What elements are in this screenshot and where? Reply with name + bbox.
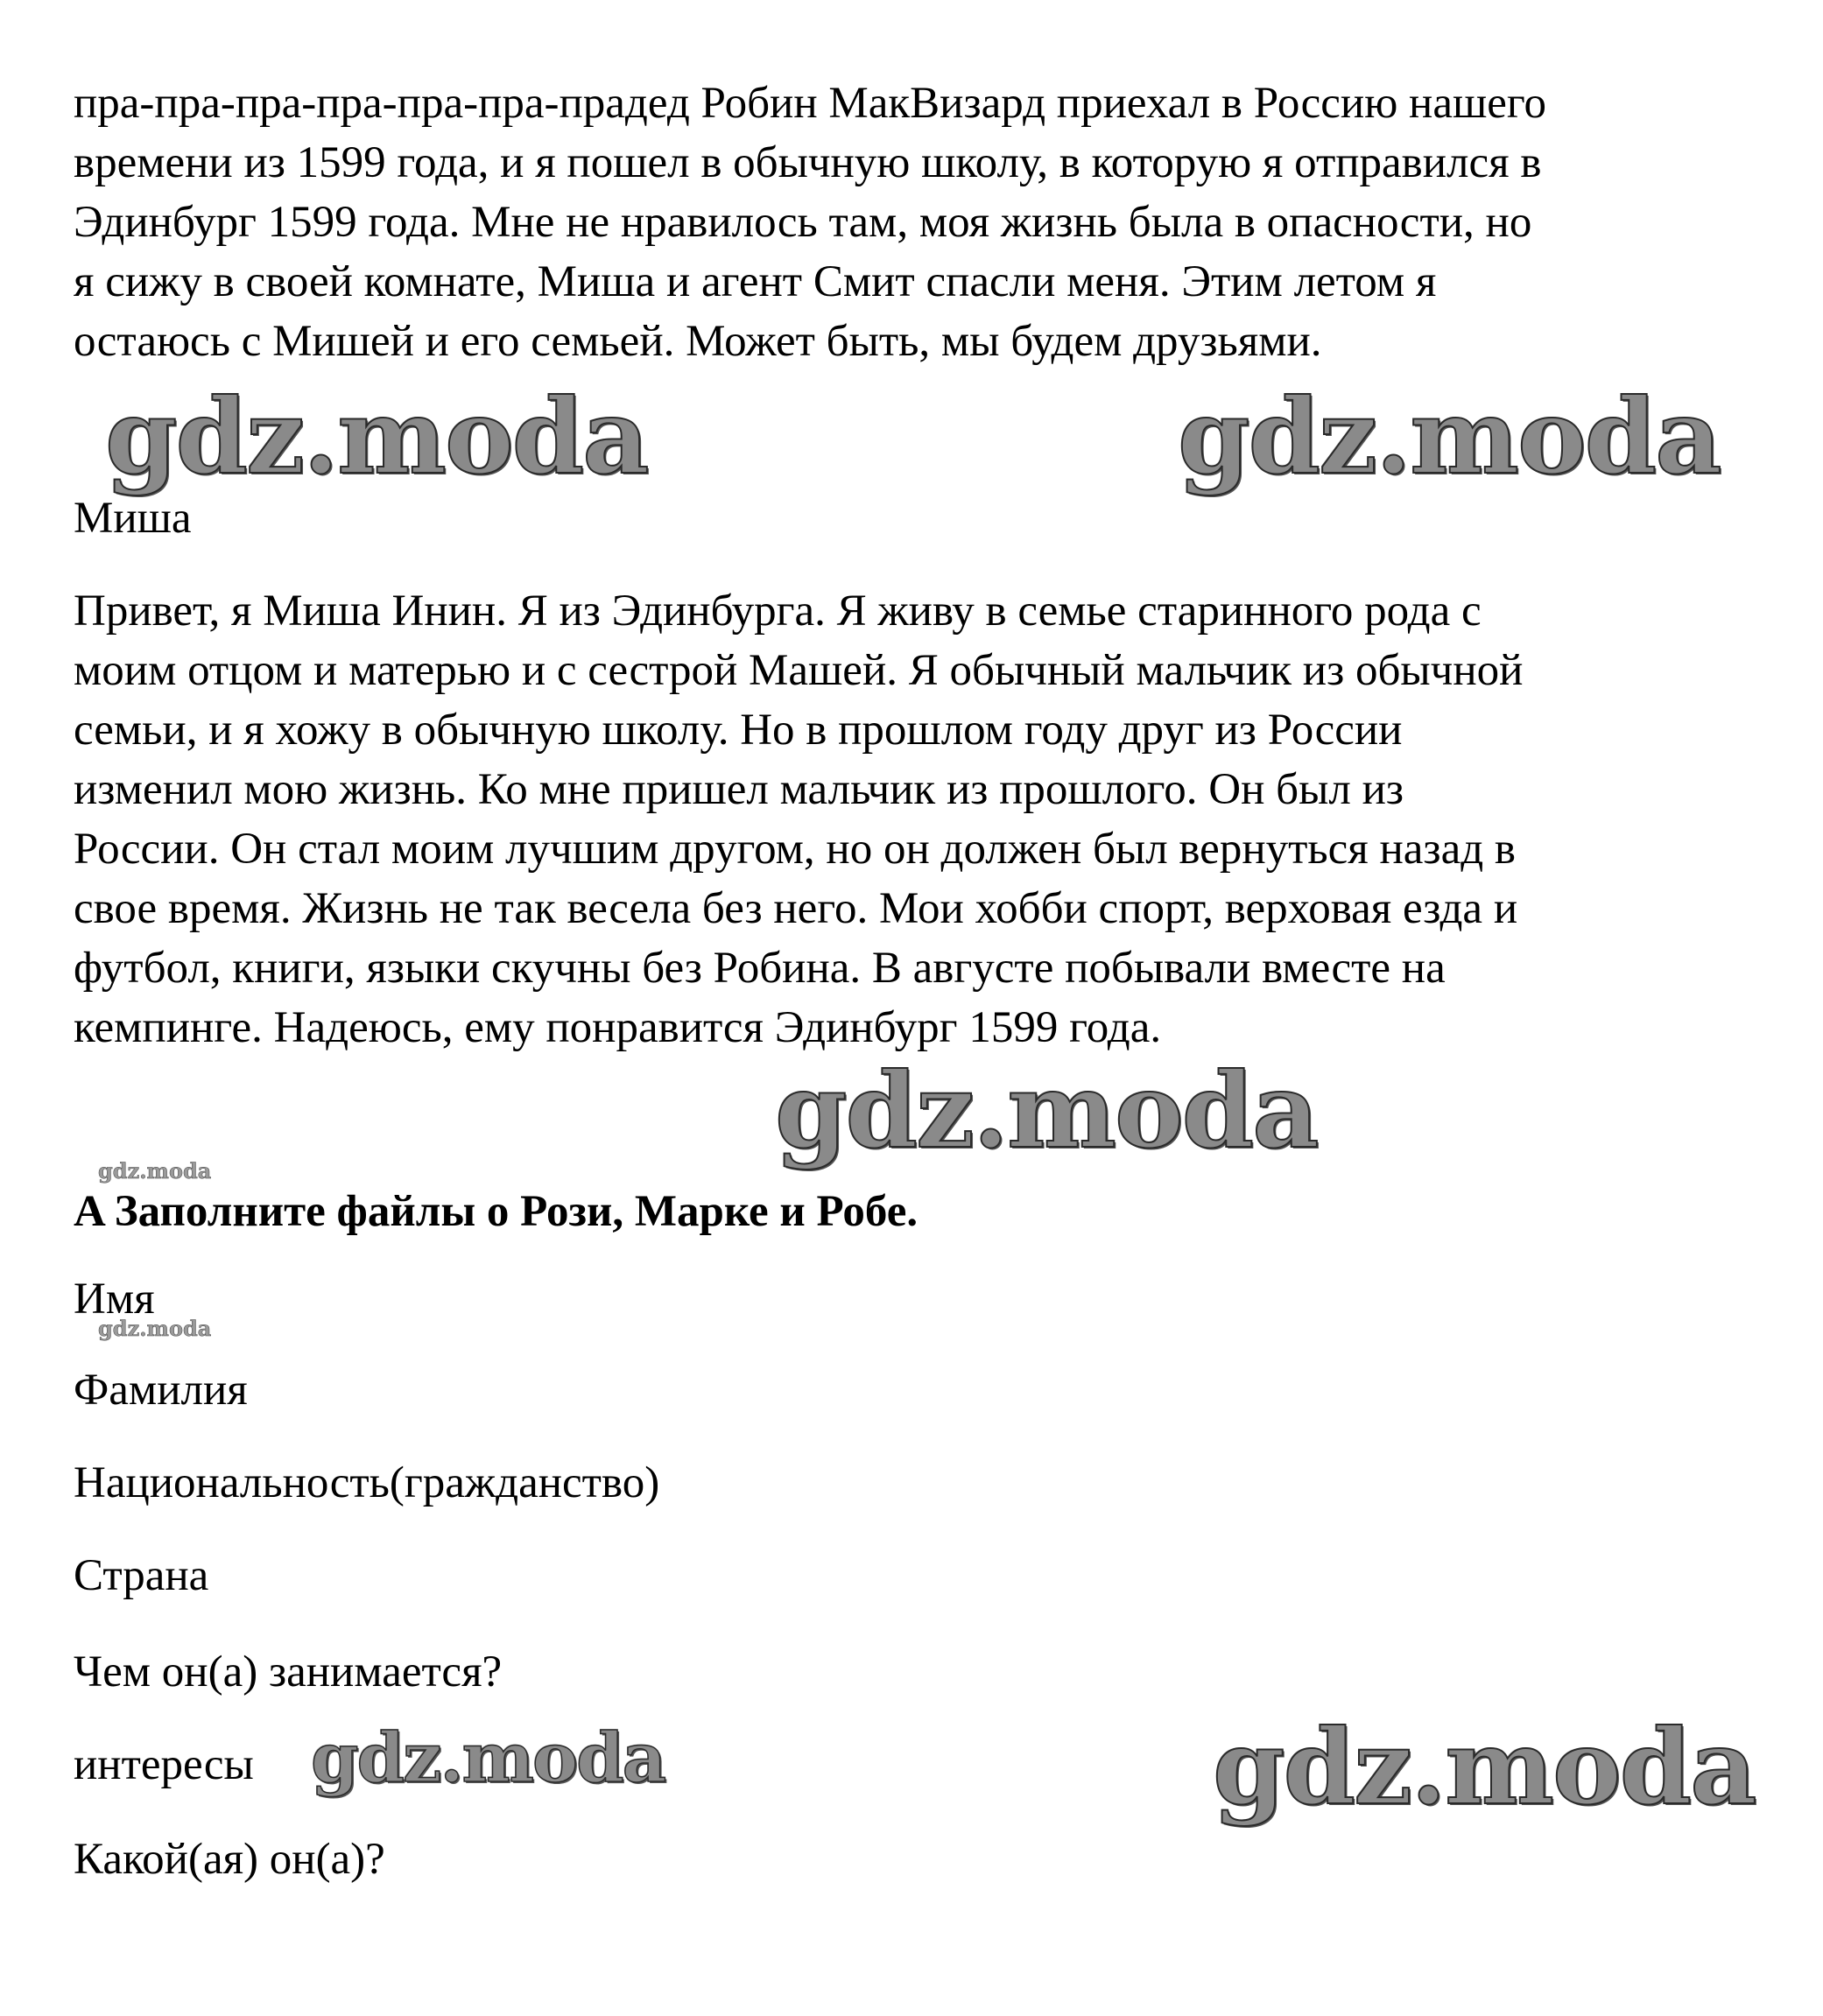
task-heading: A Заполните файлы о Рози, Марке и Робе. — [74, 1187, 919, 1236]
intro-line: Эдинбург 1599 года. Мне не нравилось там, моя жизнь была в опасности, но — [74, 198, 1532, 247]
misha-line: кемпинге. Надеюсь, ему понравится Эдинбург 1599 года. — [74, 1003, 1162, 1052]
field-occupation: Чем он(а) занимается? — [74, 1647, 503, 1696]
intro-line: я сижу в своей комнате, Миша и агент Смит спасли меня. Этим летом я — [74, 257, 1437, 306]
misha-line: России. Он стал моим лучшим другом, но он должен был вернуться назад в — [74, 825, 1516, 874]
intro-line: пра-пра-пра-пра-пра-пра-прадед Робин МакВизард приехал в Россию нашего — [74, 79, 1547, 128]
intro-line: времени из 1599 года, и я пошел в обычную школу, в которую я отправился в — [74, 138, 1542, 187]
field-country: Страна — [74, 1551, 209, 1600]
watermark-logo: gdz.moda — [1213, 1706, 1756, 1828]
watermark-logo: gdz.moda — [1178, 376, 1721, 497]
watermark-small: gdz.moda — [98, 1316, 212, 1341]
watermark-logo: gdz.moda — [105, 376, 648, 497]
misha-line: Привет, я Миша Инин. Я из Эдинбурга. Я живу в семье старинного рода с — [74, 587, 1482, 636]
misha-line: изменил мою жизнь. Ко мне пришел мальчик из прошлого. Он был из — [74, 765, 1404, 814]
field-last-name: Фамилия — [74, 1366, 248, 1415]
misha-line: свое время. Жизнь не так весела без него. Мои хобби спорт, верховая езда и — [74, 884, 1518, 933]
watermark-small: gdz.moda — [98, 1158, 212, 1184]
field-interests: интересы — [74, 1740, 254, 1789]
watermark-logo: gdz.moda — [775, 1050, 1318, 1171]
intro-line: остаюсь с Мишей и его семьей. Может быть, мы будем друзьями. — [74, 317, 1322, 366]
section-name-misha: Миша — [74, 494, 192, 543]
misha-line: моим отцом и матерью и с сестрой Машей. Я обычный мальчик из обычной — [74, 646, 1524, 695]
misha-line: семьи, и я хожу в обычную школу. Но в прошлом году друг из России — [74, 706, 1403, 755]
field-nationality: Национальность(гражданство) — [74, 1458, 660, 1507]
field-character: Какой(ая) он(а)? — [74, 1835, 385, 1884]
field-first-name: Имя — [74, 1275, 155, 1324]
misha-line: футбол, книги, языки скучны без Робина. В августе побывали вместе на — [74, 944, 1446, 993]
watermark-logo: gdz.moda — [311, 1718, 665, 1798]
intro-paragraph — [74, 74, 1790, 371]
misha-paragraph — [74, 581, 1790, 1057]
